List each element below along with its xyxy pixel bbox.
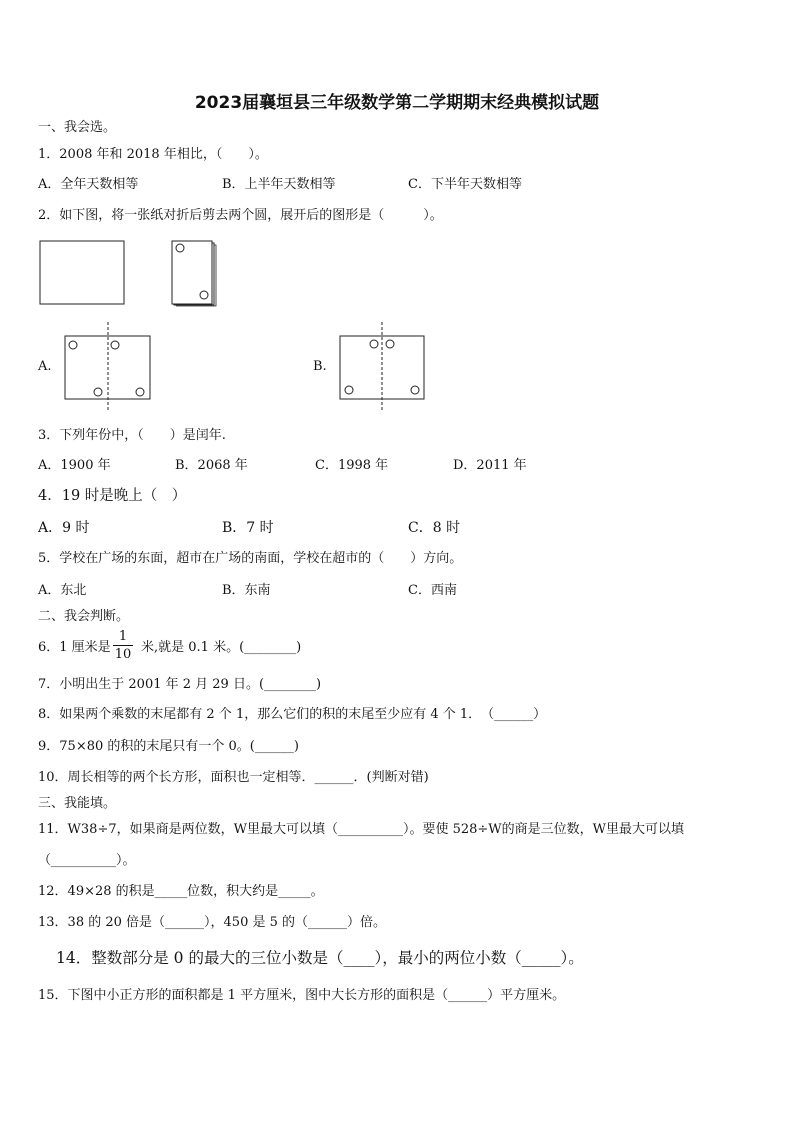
question-2: 2．如下图，将一张纸对折后剪去两个圆，展开后的图形是（ ）。: [38, 208, 443, 223]
question-4: 4．19 时是晚上（ ）: [38, 488, 187, 504]
section-3-heading: 三、我能填。: [38, 796, 117, 811]
folded-paper-figure: [170, 239, 222, 307]
q5-option-c: C．西南: [408, 583, 457, 598]
question-13: 13．38 的 20 倍是（______），450 是 5 的（______）倍。: [38, 915, 387, 930]
q5-option-b: B．东南: [222, 583, 271, 598]
question-9: 9．75×80 的积的末尾只有一个 0。(______): [38, 739, 299, 754]
question-10: 10．周长相等的两个长方形，面积也一定相等．______．(判断对错): [38, 770, 429, 785]
question-3: 3．下列年份中，（ ）是闰年.: [38, 428, 226, 443]
q4-option-c: C．8 时: [408, 520, 461, 536]
question-15: 15．下图中小正方形的面积都是 1 平方厘米，图中大长方形的面积是（______）平方厘米。: [38, 988, 566, 1003]
q4-option-b: B．7 时: [222, 520, 274, 536]
paper-figure: [38, 239, 128, 307]
q1-option-a: A．全年天数相等: [38, 177, 139, 192]
q4-option-a: A．9 时: [38, 520, 90, 536]
question-14: 14．整数部分是 0 的最大的三位小数是（____），最小的两位小数（_____）。: [56, 949, 584, 967]
question-1: 1．2008 年和 2018 年相比，（ ）。: [38, 147, 268, 162]
question-6-prefix: 6．1 厘米是: [38, 640, 111, 655]
question-8: 8．如果两个乘数的末尾都有 2 个 1，那么它们的积的末尾至少应有 4 个 1． （______）: [38, 707, 547, 722]
q2-option-b-figure: [337, 322, 429, 410]
q3-option-b: B．2068 年: [175, 458, 248, 473]
page-title: 2023届襄垣县三年级数学第二学期期末经典模拟试题: [194, 93, 600, 113]
section-2-heading: 二、我会判断。: [38, 609, 130, 624]
section-1-heading: 一、我会选。: [38, 120, 117, 135]
q1-option-c: C．下半年天数相等: [408, 177, 522, 192]
fraction-one-tenth: [113, 629, 133, 662]
q3-option-c: C．1998 年: [315, 458, 389, 473]
fraction-bar: [113, 645, 133, 646]
fraction-denominator: 10: [114, 647, 132, 662]
q5-option-a: A．东北: [38, 583, 87, 598]
q2-option-b: B.: [313, 359, 327, 374]
question-5: 5．学校在广场的东面，超市在广场的南面，学校在超市的（ ）方向。: [38, 551, 463, 566]
q3-option-a: A．1900 年: [38, 458, 111, 473]
question-12: 12．49×28 的积是_____位数，积大约是_____。: [38, 884, 324, 899]
question-11-line-2: （__________）。: [38, 853, 136, 868]
q2-option-a-figure: [62, 322, 154, 410]
fraction-numerator: 1: [118, 629, 128, 644]
question-7: 7．小明出生于 2001 年 2 月 29 日。(________): [38, 677, 322, 692]
question-6-suffix: 米,就是 0.1 米。(________): [141, 640, 302, 655]
q1-option-b: B．上半年天数相等: [222, 177, 336, 192]
question-11-line-1: 11．W38÷7，如果商是两位数，W里最大可以填（__________）。要使 528÷W的商是三位数，W里最大可以填: [38, 822, 685, 837]
q3-option-d: D．2011 年: [453, 458, 527, 473]
q2-option-a: A.: [38, 359, 52, 374]
